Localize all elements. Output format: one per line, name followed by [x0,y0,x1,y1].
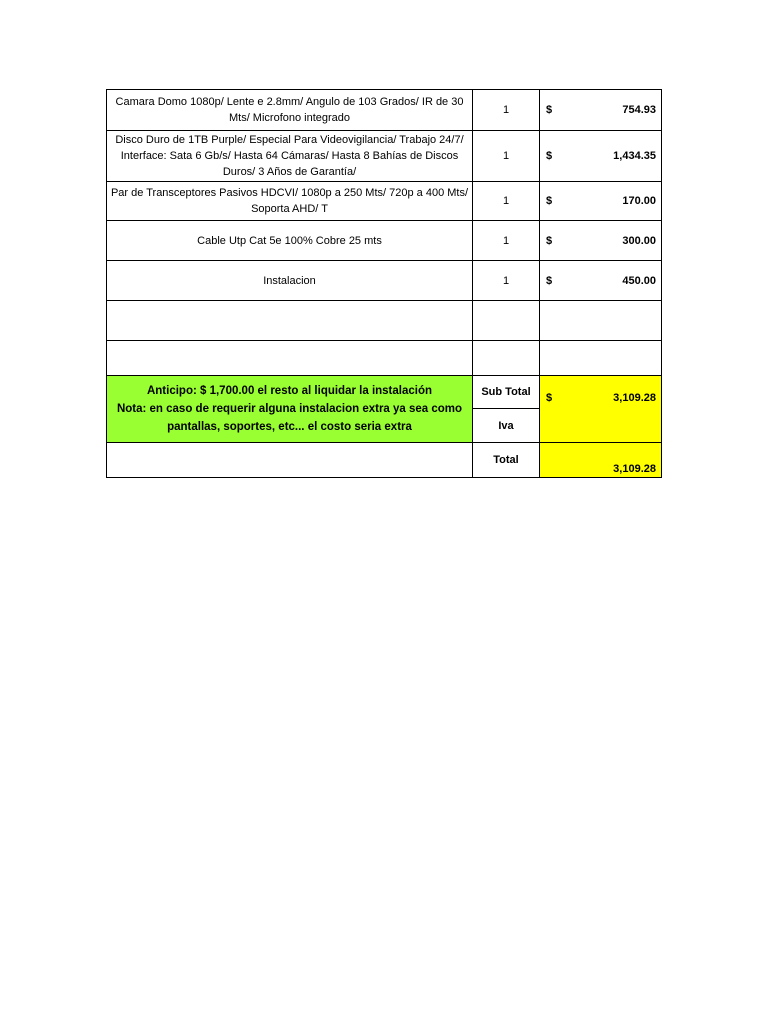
item-quantity: 1 [473,261,540,301]
extra-cost-note: Nota: en caso de requerir alguna instalacion extra ya sea como pantallas, soportes, etc... el costo seria extra [116,403,463,433]
empty-cell [107,341,473,376]
price-value: 754.93 [622,104,656,116]
subtotal-value [540,376,662,443]
price-value: 300.00 [622,234,656,247]
item-description: Disco Duro de 1TB Purple/ Especial Para Videovigilancia/ Trabajo 24/7/ Interface: Sata 6 Gb/s/ Hasta 64 Cámaras/ Hasta 8 Bahías de Discos Duros/ 3 Años de Garantía/ [107,131,473,182]
currency-symbol: $ [546,234,553,247]
advance-payment-text: Anticipo: $ 1,700.00 el resto al liquidar la instalación [146,385,433,397]
currency-symbol: $ [546,104,553,116]
item-description: Instalacion [107,261,473,301]
total-label: Total [473,443,540,478]
quote-table [106,89,662,478]
advance-payment-note [107,376,473,443]
currency-symbol: $ [546,274,553,287]
empty-cell [473,341,540,376]
table-row [107,90,662,131]
empty-row [107,341,662,376]
item-price [540,182,662,221]
item-price [540,261,662,301]
empty-cell [473,301,540,341]
empty-cell [540,301,662,341]
item-description: Cable Utp Cat 5e 100% Cobre 25 mts [107,221,473,261]
table-row [107,221,662,261]
item-price [540,90,662,131]
item-quantity: 1 [473,131,540,182]
total-row [107,443,662,478]
currency-symbol: $ [546,392,553,404]
item-price [540,131,662,182]
table-row [107,261,662,301]
empty-cell [540,341,662,376]
iva-label: Iva [473,409,540,443]
item-description: Par de Transceptores Pasivos HDCVI/ 1080p a 250 Mts/ 720p a 400 Mts/ Soporta AHD/ T [107,182,473,221]
table-row [107,131,662,182]
subtotal-label: Sub Total [473,376,540,409]
price-value: 450.00 [622,274,656,287]
empty-cell [107,443,473,478]
item-quantity: 1 [473,90,540,131]
item-price [540,221,662,261]
subtotal-amount: 3,109.28 [613,392,656,404]
item-quantity: 1 [473,221,540,261]
table-row [107,182,662,221]
currency-symbol: $ [546,150,553,162]
subtotal-row [107,376,662,409]
item-quantity: 1 [473,182,540,221]
empty-cell [107,301,473,341]
price-value: 170.00 [622,195,656,207]
price-value: 1,434.35 [613,150,656,162]
currency-symbol: $ [546,195,553,207]
total-amount: 3,109.28 [613,463,656,475]
item-description: Camara Domo 1080p/ Lente e 2.8mm/ Angulo de 103 Grados/ IR de 30 Mts/ Microfono integrado [107,90,473,131]
empty-row [107,301,662,341]
total-value [540,443,662,478]
